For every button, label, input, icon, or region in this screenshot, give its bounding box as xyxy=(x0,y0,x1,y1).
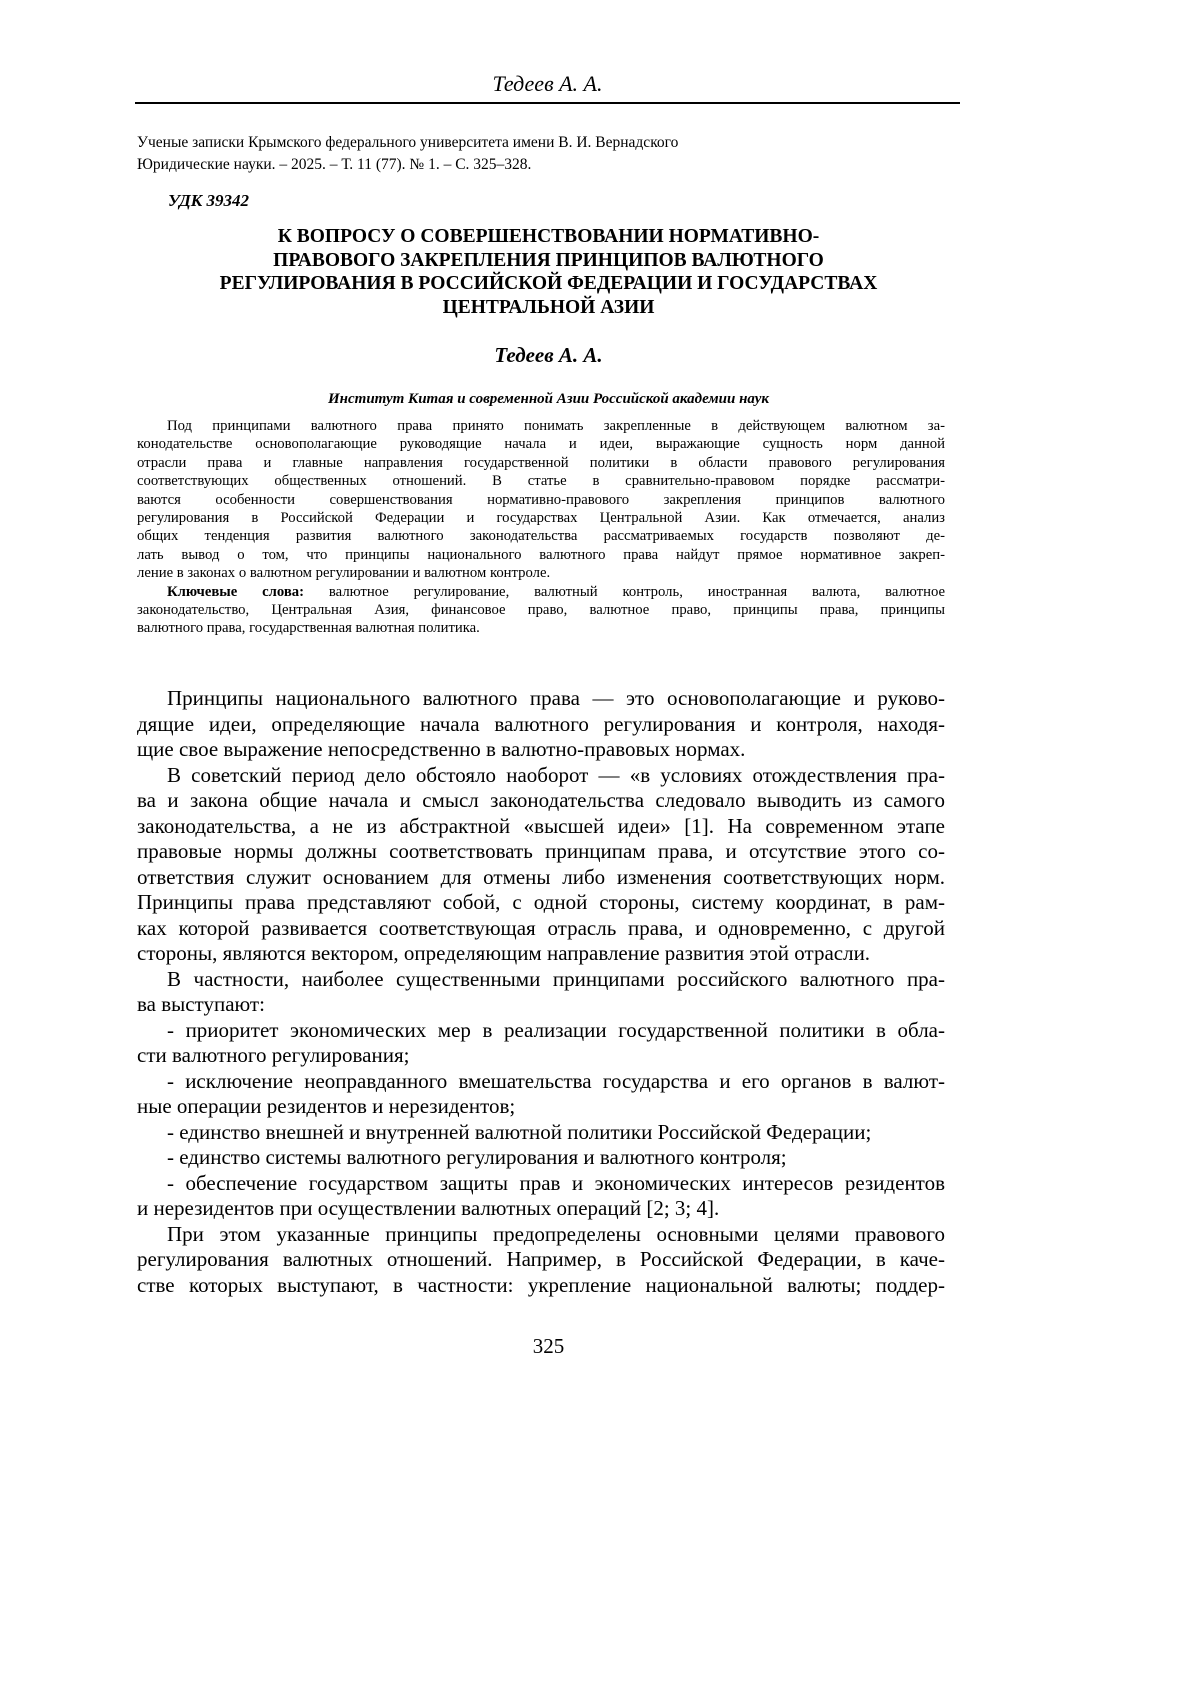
abstract-line: Под принципами валютного права принято понимать закрепленные в действующем валютном за- xyxy=(137,417,945,435)
journal-citation xyxy=(137,132,960,176)
body-line: ответствия служит основанием для отмены либо изменения соответствующих норм. xyxy=(137,865,945,891)
author-name: Тедеев А. А. xyxy=(137,341,960,369)
title-line: РЕГУЛИРОВАНИЯ В РОССИЙСКОЙ ФЕДЕРАЦИИ И ГОСУДАРСТВАХ xyxy=(137,272,960,296)
list-item-line: - единство внешней и внутренней валютной политики Российской Федерации; xyxy=(137,1120,945,1146)
body-line: Принципы национального валютного права — это основополагающие и руково- xyxy=(137,686,945,712)
body-line: В частности, наиболее существенными принципами российского валютного пра- xyxy=(137,967,945,993)
author-affiliation: Институт Китая и современной Азии Российской академии наук xyxy=(137,389,960,409)
abstract-line: конодательстве основополагающие руководящие начала и идеи, выражающие сущность норм данной xyxy=(137,435,945,453)
list-item-line: сти валютного регулирования; xyxy=(137,1043,945,1069)
list-item-line: ные операции резидентов и нерезидентов; xyxy=(137,1094,945,1120)
list-item-line: - исключение неоправданного вмешательства государства и его органов в валют- xyxy=(137,1069,945,1095)
body-line: стве которых выступают, в частности: укрепление национальной валюты; поддер- xyxy=(137,1273,945,1299)
header-rule xyxy=(135,102,960,104)
body-line: правовые нормы должны соответствовать принципам права, и отсутствие этого со- xyxy=(137,839,945,865)
abstract-line: общих тенденция развития валютного законодательства рассматриваемых государств позволяют де- xyxy=(137,527,945,545)
document-page xyxy=(0,0,1200,1697)
body-line: ва и закона общие начала и смысл законодательства следовало выводить из самого xyxy=(137,788,945,814)
body-line: стороны, являются вектором, определяющим направление развития этой отрасли. xyxy=(137,941,945,967)
list-item-line: - приоритет экономических мер в реализации государственной политики в обла- xyxy=(137,1018,945,1044)
body-line: законодательства, а не из абстрактной «высшей идеи» [1]. На современном этапе xyxy=(137,814,945,840)
list-item-line: - единство системы валютного регулирования и валютного контроля; xyxy=(137,1145,945,1171)
abstract-line: лать вывод о том, что принципы национального валютного права найдут прямое нормативное закреп- xyxy=(137,546,945,564)
article-title xyxy=(137,225,960,319)
list-item-line: - обеспечение государством защиты прав и экономических интересов резидентов xyxy=(137,1171,945,1197)
body-line: Принципы права представляют собой, с одной стороны, систему координат, в рам- xyxy=(137,890,945,916)
body-line: При этом указанные принципы предопределены основными целями правового xyxy=(137,1222,945,1248)
abstract-line: соответствующих общественных отношений. В статье в сравнительно-правовом порядке рассматри- xyxy=(137,472,945,490)
running-head: Тедеев А. А. xyxy=(135,70,960,98)
page-number: 325 xyxy=(137,1333,960,1359)
body-line: дящие идеи, определяющие начала валютного регулирования и контроля, находя- xyxy=(137,712,945,738)
body-line: ках которой развивается соответствующая отрасль права, и одновременно, с другой xyxy=(137,916,945,942)
title-line: ЦЕНТРАЛЬНОЙ АЗИИ xyxy=(137,296,960,320)
keywords-line: законодательство, Центральная Азия, финансовое право, валютное право, принципы права, принципы xyxy=(137,601,945,619)
body-line: регулирования валютных отношений. Например, в Российской Федерации, в каче- xyxy=(137,1247,945,1273)
abstract-line: ваются особенности совершенствования нормативно-правового закрепления принципов валютного xyxy=(137,491,945,509)
abstract-line: регулирования в Российской Федерации и государствах Центральной Азии. Как отмечается, анализ xyxy=(137,509,945,527)
abstract-line: отрасли права и главные направления государственной политики в области правового регулирования xyxy=(137,454,945,472)
body-line: ва выступают: xyxy=(137,992,945,1018)
body-line: щие свое выражение непосредственно в валютно-правовых нормах. xyxy=(137,737,945,763)
abstract-line: ление в законах о валютном регулировании и валютном контроле. xyxy=(137,564,945,582)
keywords-line: валютного права, государственная валютная политика. xyxy=(137,619,945,637)
body-line: В советский период дело обстояло наоборот — «в условиях отождествления пра- xyxy=(137,763,945,789)
abstract xyxy=(137,417,945,638)
keywords-line xyxy=(137,583,945,601)
journal-line-1: Ученые записки Крымского федерального университета имени В. И. Вернадского xyxy=(137,132,960,154)
journal-line-2: Юридические науки. – 2025. – Т. 11 (77). № 1. – С. 325–328. xyxy=(137,154,960,176)
udk-code: УДК 39342 xyxy=(168,190,249,212)
keywords-text: валютное регулирование, валютный контроль, иностранная валюта, валютное xyxy=(304,584,945,600)
list-item-line: и нерезидентов при осуществлении валютных операций [2; 3; 4]. xyxy=(137,1196,945,1222)
article-body xyxy=(137,686,945,1298)
keywords-label: Ключевые слова: xyxy=(167,584,304,600)
title-line: ПРАВОВОГО ЗАКРЕПЛЕНИЯ ПРИНЦИПОВ ВАЛЮТНОГО xyxy=(137,249,960,273)
title-line: К ВОПРОСУ О СОВЕРШЕНСТВОВАНИИ НОРМАТИВНО- xyxy=(137,225,960,249)
